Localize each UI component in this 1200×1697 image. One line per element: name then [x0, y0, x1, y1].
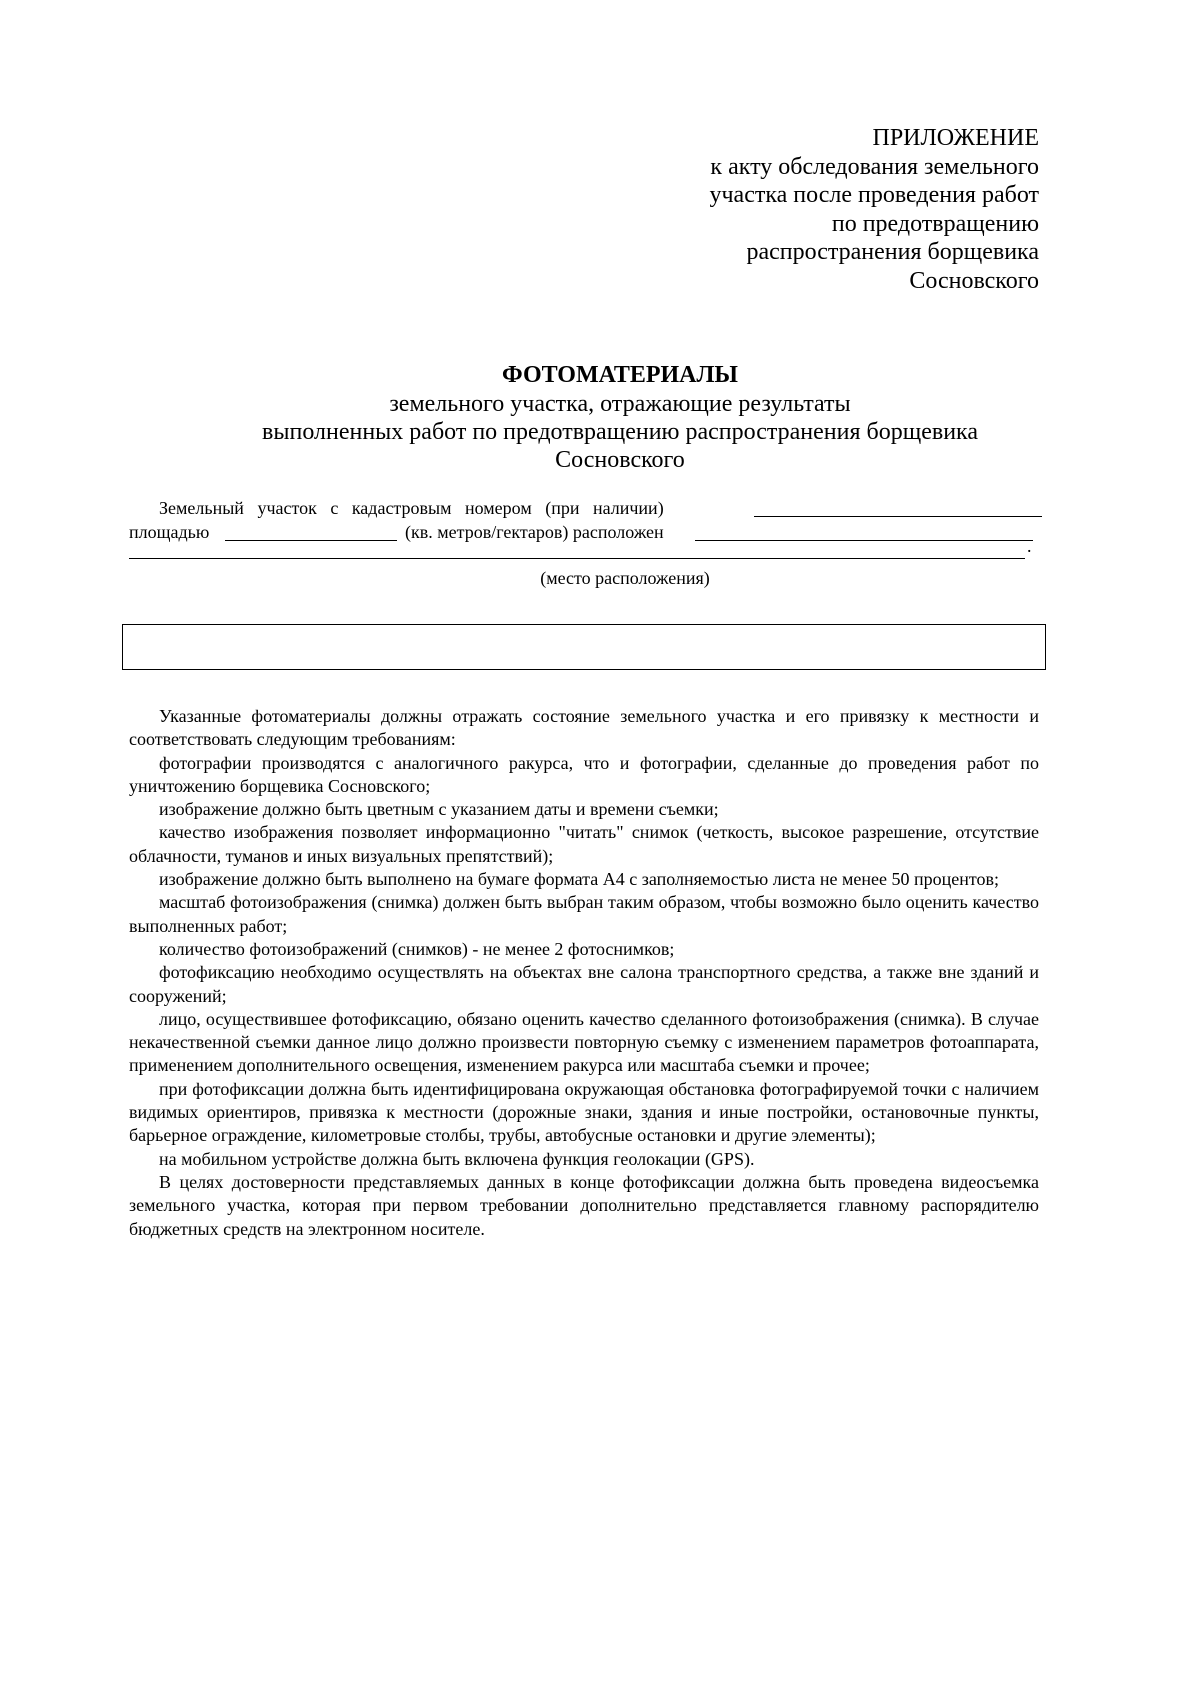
cadastral-label: Земельный участок с кадастровым номером (при наличии): [159, 498, 664, 518]
document-subtitle-line: земельного участка, отражающие результаты: [389, 391, 851, 417]
requirement-paragraph: качество изображения позволяет информационно "читать" снимок (четкость, высокое разрешение, отсутствие облачности, туманов и иных визуальных препятствий);: [129, 822, 1039, 866]
parcel-form: [129, 496, 1042, 568]
appendix-line: ПРИЛОЖЕНИЕ: [872, 125, 1039, 151]
appendix-line: Сосновского: [909, 267, 1039, 294]
appendix-line: к акту обследования земельного: [710, 153, 1039, 180]
requirement-paragraph: Указанные фотоматериалы должны отражать состояние земельного участка и его привязку к местности и соответствовать следующим требованиям:: [129, 706, 1039, 750]
location-field[interactable]: [695, 522, 1033, 541]
appendix-header: [539, 124, 1039, 295]
photo-frame[interactable]: [122, 624, 1046, 670]
location-line-end: .: [1027, 536, 1032, 556]
area-field[interactable]: [225, 522, 397, 541]
location-row: [129, 536, 1042, 568]
document-subtitle-line: выполненных работ по предотвращению распространения борщевика: [262, 419, 978, 445]
requirement-paragraph: фотофиксацию необходимо осуществлять на объектах вне салона транспортного средства, а также вне зданий и сооружений;: [129, 962, 1039, 1006]
location-caption: (место расположения): [540, 568, 710, 588]
area-unit-label: (кв. метров/гектаров) расположен: [405, 522, 664, 542]
requirement-paragraph: масштаб фотоизображения (снимка) должен быть выбран таким образом, чтобы возможно было оценить качество выполненных работ;: [129, 892, 1039, 936]
cadastral-number-field[interactable]: [754, 498, 1042, 517]
document-title-block: [120, 360, 1120, 474]
requirement-paragraph: В целях достоверности представляемых данных в конце фотофиксации должна быть проведена видеосъемка земельного участка, которая при первом требовании дополнительно представляется главному распорядителю бюджетных средств на электронном носителе.: [129, 1171, 1039, 1239]
appendix-line: по предотвращению: [831, 210, 1039, 237]
requirement-paragraph: изображение должно быть цветным с указанием даты и времени съемки;: [159, 799, 719, 820]
document-title: ФОТОМАТЕРИАЛЫ: [502, 362, 738, 388]
requirement-paragraph: изображение должно быть выполнено на бумаге формата А4 с заполняемостью листа не менее 50 процентов;: [159, 869, 1000, 890]
cadastral-row: [129, 496, 1042, 520]
requirement-paragraph: количество фотоизображений (снимков) - не менее 2 фотоснимков;: [159, 938, 675, 959]
document-subtitle-line: Сосновского: [555, 447, 685, 473]
requirement-paragraph: фотографии производятся с аналогичного ракурса, что и фотографии, сделанные до проведения работ по уничтожению борщевика Сосновского;: [129, 752, 1039, 796]
requirements-text: [129, 705, 1039, 1241]
requirement-paragraph: при фотофиксации должна быть идентифицирована окружающая обстановка фотографируемой точки с наличием видимых ориентиров, привязка к местности (дорожные знаки, здания и иные постройки, остановочные пункты, барьерное ограждение, километровые столбы, трубы, автобусные остановки и другие элементы);: [129, 1078, 1039, 1146]
location-field-continued[interactable]: [129, 540, 1025, 559]
appendix-line: участка после проведения работ: [709, 182, 1039, 208]
requirement-paragraph: лицо, осуществившее фотофиксацию, обязано оценить качество сделанного фотоизображения (снимка). В случае некачественной съемки данное лицо должно произвести повторную съемку с изменением параметров фотоаппарата, применением дополнительного освещения, изменением ракурса или масштаба съемки и прочее;: [129, 1008, 1039, 1076]
appendix-line: распространения борщевика: [746, 239, 1039, 265]
area-label: площадью: [129, 522, 210, 542]
requirement-paragraph: на мобильном устройстве должна быть включена функция геолокации (GPS).: [159, 1148, 755, 1169]
